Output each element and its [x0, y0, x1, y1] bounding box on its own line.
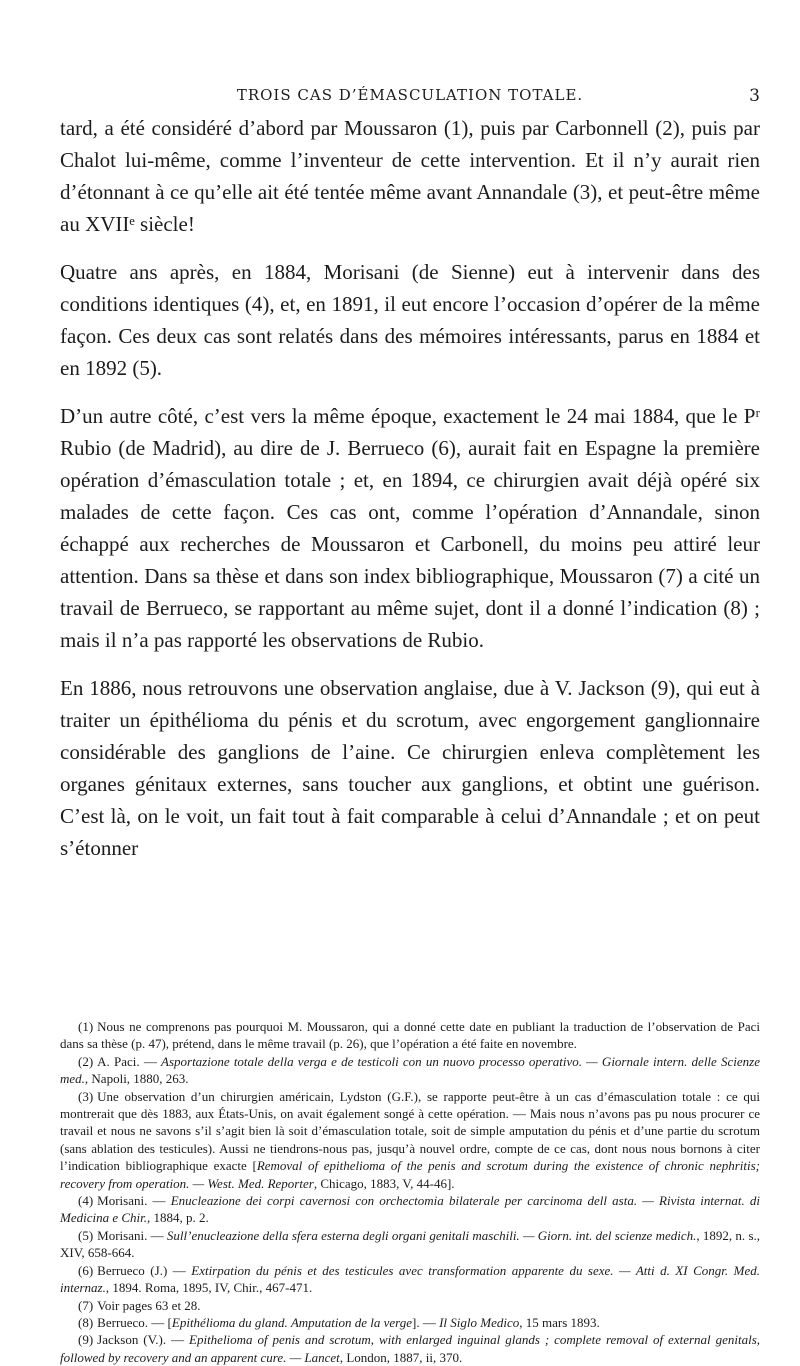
footnote-title: Sull’enucleazione della sfera esterna degli organi genitali maschili. — Giorn. int. del scienze medich.	[166, 1227, 697, 1243]
footnote	[60, 1262, 760, 1297]
footnote-number: (7)	[78, 1297, 94, 1313]
footnote-number: (9)	[78, 1332, 94, 1348]
footnote-title: Il Siglo Medico	[439, 1314, 520, 1330]
footnote-text: , Chicago, 1883, V, 44-46].	[313, 1175, 455, 1191]
main-text	[60, 112, 760, 880]
footnote-title: Epithélioma du gland. Amputation de la verge	[171, 1314, 412, 1330]
footnote	[60, 1297, 760, 1314]
footnote-number: (5)	[78, 1227, 94, 1243]
footnote-number: (6)	[78, 1262, 94, 1278]
footnote	[60, 1053, 760, 1088]
footnote-text: Morisani. —	[97, 1193, 171, 1209]
footnote-number: (8)	[78, 1314, 94, 1330]
paragraph: En 1886, nous retrouvons une observation anglaise, due à V. Jackson (9), qui eut à traiter un épithélioma du pénis et du scrotum, avec engorgement ganglionnaire considérable des ganglions de l’aine. Ce chirurgien enleva complètement les organes génitaux externes, sans toucher aux ganglions, et obtint une guérison. C’est là, on le voit, un fait tout à fait comparable à celui d’Annandale ; et on peut s’étonner	[60, 676, 760, 860]
footnote-text: , Napoli, 1880, 263.	[84, 1071, 189, 1087]
footnote-title: Enucleazione dei corpi cavernosi con orchectomia bilaterale per carcinoma dell asta. — Rivista internat. di Medicina e Chir.	[60, 1193, 760, 1226]
footnote	[60, 1331, 760, 1366]
footnote-title: Asportazione totale della verga e de testicoli con un nuovo processo operativo. — Giornale intern. delle Scienze med.	[60, 1053, 760, 1087]
running-title: TROIS CAS D’ÉMASCULATION TOTALE.	[236, 86, 584, 104]
footnote	[60, 1018, 760, 1053]
footnote-number: (1)	[78, 1019, 94, 1034]
footnote-number: (3)	[78, 1088, 94, 1104]
footnote-title: Extirpation du pénis et des testicules avec transformation apparente du sexe. — Atti d. XI Congr. Med. internaz.	[60, 1262, 760, 1296]
footnote-text: Morisani. —	[97, 1227, 167, 1243]
footnote-title: Removal of epithelioma of the penis and scrotum during the existence of chronic nephritis; recovery from operation. — West. Med. Reporter	[60, 1158, 761, 1191]
footnote	[60, 1088, 760, 1192]
page-number: 3	[749, 86, 760, 106]
footnote-text: ]. —	[412, 1314, 440, 1330]
paragraph: D’un autre côté, c’est vers la même époque, exactement le 24 mai 1884, que le Pʳ Rubio (de Madrid), au dire de J. Berrueco (6), aurait fait en Espagne la première opération d’émasculation totale ; et, en 1894, ce chirurgien avait déjà opéré six malades de cette façon. Ces cas ont, comme l’opération d’Annandale, sinon échappé aux recherches de Moussaron et Carbonell, du moins peu attiré leur attention. Dans sa thèse et dans son index bibliographique, Moussaron (7) a cité un travail de Berrueco, se rapportant au même sujet, dont il a donné l’indication (8) ; mais il n’a pas rapporté les observations de Rubio.	[60, 404, 760, 652]
footnote	[60, 1227, 760, 1262]
footnote-number: (4)	[78, 1193, 94, 1209]
footnote-title: Epithelioma of penis and scrotum, with enlarged inguinal glands ; complete removal of external genitals, followed by recovery and an apparent cure. — Lancet	[60, 1332, 760, 1365]
paragraph: tard, a été considéré d’abord par Moussaron (1), puis par Carbonnell (2), puis par Chalot lui-même, comme l’inventeur de cette intervention. Et il n’y aurait rien d’étonnant à ce qu’elle ait été tentée même avant Annandale (3), et peut-être même au XVIIᵉ siècle!	[60, 116, 760, 236]
footnote	[60, 1314, 760, 1331]
paragraph: Quatre ans après, en 1884, Morisani (de Sienne) eut à intervenir dans des conditions identiques (4), et, en 1891, il eut encore l’occasion d’opérer de la même façon. Ces deux cas sont relatés dans des mémoires intéressants, parus en 1884 et en 1892 (5).	[60, 260, 760, 380]
footnote-text: , 1892, n. s., XIV, 658-664.	[60, 1227, 760, 1261]
footnote-text: A. Paci. —	[97, 1053, 162, 1069]
footnote-text: Jackson (V.). —	[97, 1332, 190, 1348]
footnote-text: Voir pages 63 et 28.	[97, 1297, 201, 1313]
footnote-text: , London, 1887, ii, 370.	[339, 1349, 463, 1365]
footnote-text: , 1894. Roma, 1895, IV, Chir., 467-471.	[105, 1280, 313, 1296]
footnote-text: , 15 mars 1893.	[519, 1314, 600, 1330]
footnote-text: , 1884, p. 2.	[147, 1210, 209, 1226]
footnote-text: Berrueco. — [	[97, 1314, 172, 1330]
footnote	[60, 1192, 760, 1227]
footnote-text: Berrueco (J.) —	[97, 1262, 192, 1278]
footnote-text: Une observation d’un chirurgien américain, Lydston (G.F.), se rapporte peut-être à un cas d’émasculation totale : ce qui montrerait que dès 1883, aux États-Unis, on avait également songé à cette opération. — Mais nous n’avons pas pu nous procurer ce travail et nous ne savons s’il s’agit bien là soit d’émasculation totale, soit de simple amputation du pénis et d’une partie du scrotum (sans ablation des testicules). Aussi ne tiendrons-nous pas, jusqu’à nouvel ordre, compte de ce cas, dont nous nous bornons à citer l’indication bibliographique exacte [	[60, 1088, 760, 1174]
footnote-number: (2)	[78, 1053, 94, 1069]
footnotes	[60, 1018, 760, 1366]
footnote-text: Nous ne comprenons pas pourquoi M. Moussaron, qui a donné cette date en publiant la traduction de l’observation de Paci dans sa thèse (p. 47), prétend, dans le même travail (p. 26), que l’opération a été faite en novembre.	[60, 1019, 760, 1052]
